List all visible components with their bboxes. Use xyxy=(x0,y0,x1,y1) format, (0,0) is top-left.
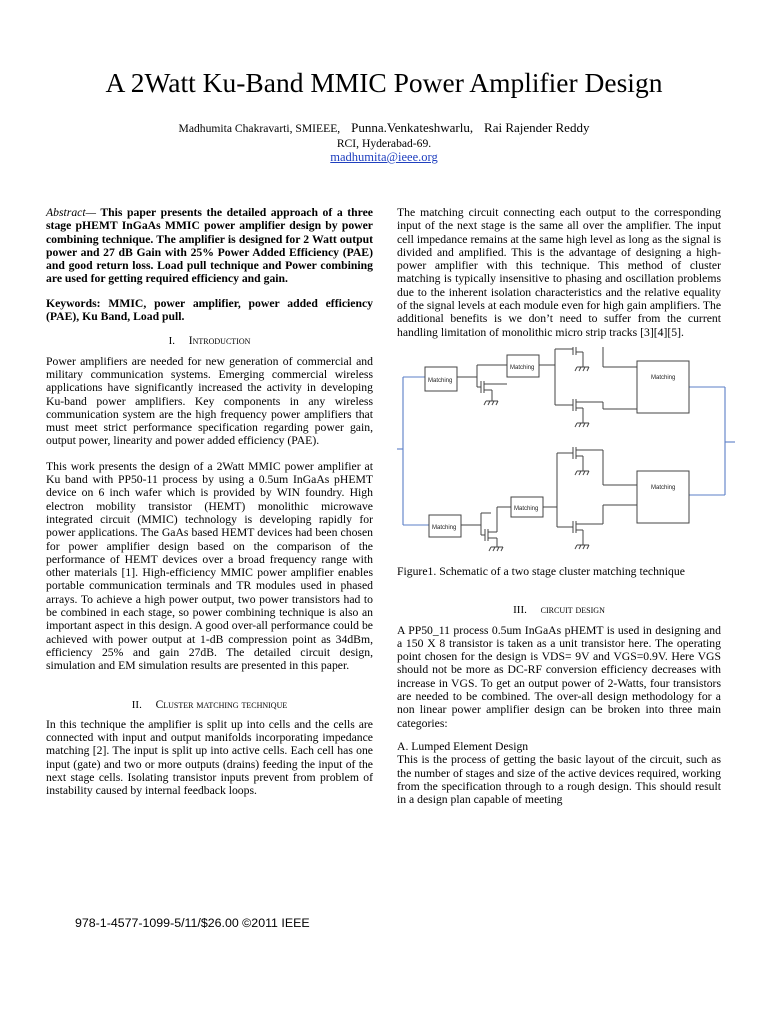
intro-paragraph-1: Power amplifiers are needed for new generation of commercial and military communication systems. Emerging commercial wireless applications have significantly increased the activity in developing Ku-band power amplifiers. Key components in any wireless communication system are the high frequency power amplifiers that must meet strict performance specification regarding power gain, output power, linearity and power added efficiency (PAE). xyxy=(46,354,373,448)
matching-block-label: Matching xyxy=(651,374,676,381)
lumped-paragraph-1: This is the process of getting the basic layout of the circuit, such as the number of stages and size of the active devices required, working from the specification through to a rough design. This should result in a design plan capable of meeting xyxy=(397,753,721,807)
abstract-label: Abstract— xyxy=(46,206,96,219)
section-number: II. xyxy=(131,698,142,711)
section-heading-circuit-design xyxy=(397,604,721,617)
abstract-text: This paper presents the detailed approach of a three stage pHEMT InGaAs MMIC power amplifier design by power combining technique. The amplifier is designed for 2 Watt output power and 27 dB Gain with 25% Power Added Efficiency (PAE) and good return loss. Load pull technique and Power combining are used for getting required efficiency and gain. xyxy=(46,206,373,286)
affiliation: RCI, Hyderabad-69. xyxy=(336,137,432,150)
cluster-paragraph-2: The matching circuit connecting each output to the corresponding input of the next stage is the same all over the amplifier. The input cell impedance remains at the same high level as long as the signal is divided and amplified. This is the advantage of designing a high-power amplifier with this technique. This method of cluster matching is typically insensitive to phasing and oscillation problems due to the inherent isolation characteristics and the relative equality of the signal levels at each module even for high gain amplifiers. The additional benefits is we don’t need to suffer from the current handling limitation of monolithic micro strip tracks [3][4][5]. xyxy=(397,206,722,339)
cluster-paragraph-1: In this technique the amplifier is split up into cells and the cells are connected with input and output manifolds incorporating impedance matching [2]. The input is split up into active cells. Each cell has one input (gate) and two or more outputs (drains) feeding the input of the next stage cells. Isolating transistor inputs prevent from problem of instability caused by internal feedback loops. xyxy=(46,717,373,798)
section-title: Cluster matching technique xyxy=(155,698,288,711)
author-line xyxy=(0,120,768,136)
author-2: Punna.Venkateshwarlu, xyxy=(351,120,474,135)
subsection-heading-lumped-element: A. Lumped Element Design xyxy=(397,739,529,753)
section-title: circuit design xyxy=(540,604,605,617)
section-heading-introduction xyxy=(46,335,373,348)
copyright-footer: 978-1-4577-1099-5/11/$26.00 ©2011 IEEE xyxy=(75,916,310,930)
author-1: Madhumita Chakravarti, SMIEEE, xyxy=(178,122,341,135)
matching-block-label: Matching xyxy=(432,524,457,531)
matching-block-label: Matching xyxy=(510,364,535,371)
author-email-link[interactable]: madhumita@ieee.org xyxy=(330,150,438,164)
right-column xyxy=(397,206,721,806)
matching-block-label: Matching xyxy=(514,505,539,512)
abstract xyxy=(46,206,373,286)
cluster-matching-schematic xyxy=(397,347,735,558)
schematic-figure xyxy=(397,347,721,558)
author-3: Rai Rajender Reddy xyxy=(484,120,590,135)
matching-block-label: Matching xyxy=(651,484,676,491)
intro-paragraph-2: This work presents the design of a 2Watt MMIC power amplifier at Ku band with PP50-11 process by using a 0.5um InGaAs pHEMT device on 6 inch wafer which is provided by WIN foundry. High electron mobility transistor (HEMT) monolithic microwave integrated circuit (MMIC) technology is developing rapidly for power applications. The GaAs based HEMT devices had been chosen for power amplifier design based on the comparison of the performance of HEMT devices over a broad frequency range with other materials [1]. High-efficiency MMIC power amplifier enables portable communication terminals and TR modules used in phased arrays. To achieve a high power output, two power transistors had to be combined in each stage, so power combining technique is also an important aspect in this design. A good over-all performance could be achieved with power output at 1-dB compression point as 34dBm, efficiency 25% and gain 27dB. The detailed circuit design, simulation and EM simulation results are presented in this paper. xyxy=(46,459,373,673)
figure-caption: Figure1. Schematic of a two stage cluster matching technique xyxy=(397,564,685,578)
section-number: I. xyxy=(168,335,176,348)
keywords: Keywords: MMIC, power amplifier, power added efficiency (PAE), Ku Band, Load pull. xyxy=(46,296,373,324)
left-column xyxy=(46,206,373,798)
section-heading-cluster-matching xyxy=(46,699,373,712)
section-number: III. xyxy=(513,604,527,617)
design-paragraph-1: A PP50_11 process 0.5um InGaAs pHEMT is used in designing and a 150 X 8 transistor is taken as a unit transistor here. The operating point chosen for the design is VDS= 9V and VGS=0.9V. Here VGS should not be more as DC-RF conversion efficiency decreases with increase in VGS. To get an output power of 2-Watts, four transistors are needed to be combined. The over-all design methodology for a non linear power amplifier design can be broken into three main categories: xyxy=(397,623,721,730)
matching-block-label: Matching xyxy=(428,377,453,384)
paper-title: A 2Watt Ku-Band MMIC Power Amplifier Design xyxy=(105,67,663,98)
section-title: Introduction xyxy=(188,335,251,348)
